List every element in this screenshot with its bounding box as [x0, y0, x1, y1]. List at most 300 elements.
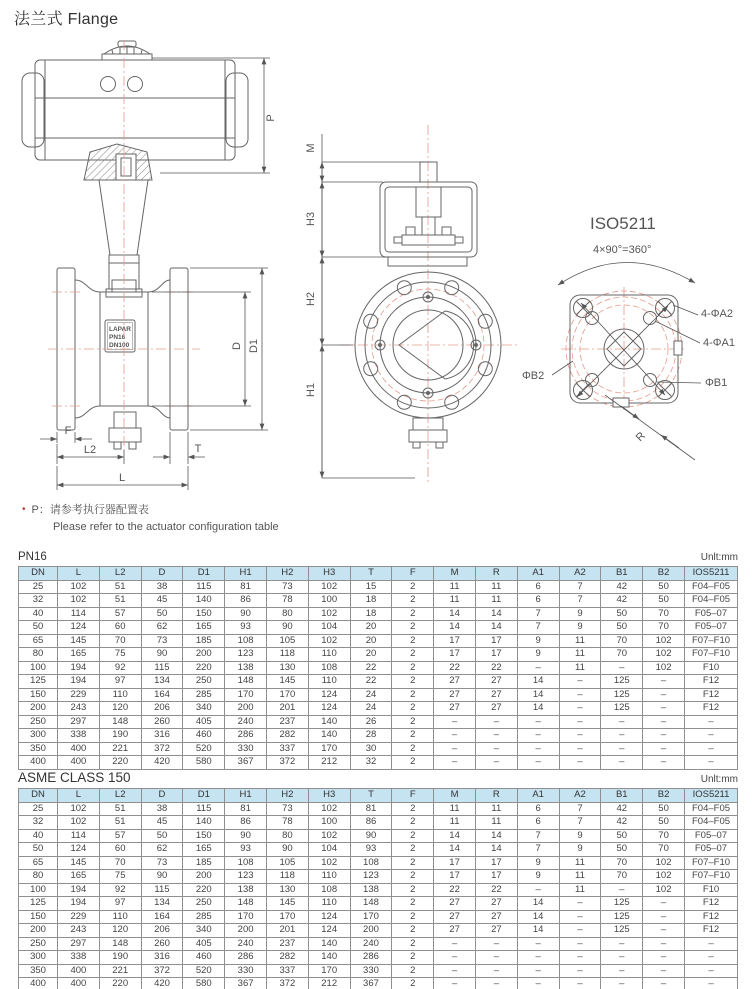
data-cell: 90: [225, 607, 267, 621]
data-cell: 86: [225, 816, 267, 830]
dimension-lines: [322, 134, 425, 478]
data-cell: 11: [559, 870, 601, 884]
data-cell: 2: [392, 756, 434, 770]
column-header: M: [434, 789, 476, 803]
data-cell: 120: [99, 924, 141, 938]
data-cell: 14: [434, 829, 476, 843]
data-cell: –: [643, 951, 685, 965]
data-cell: F04–F05: [685, 802, 738, 816]
table-row: [19, 964, 738, 978]
data-cell: –: [685, 937, 738, 951]
data-cell: 24: [350, 702, 392, 716]
data-cell: 92: [99, 661, 141, 675]
data-cell: 145: [58, 634, 100, 648]
data-cell: 165: [183, 621, 225, 635]
data-cell: 240: [225, 937, 267, 951]
data-cell: –: [475, 964, 517, 978]
data-cell: 57: [99, 607, 141, 621]
data-cell: 140: [308, 937, 350, 951]
data-cell: 124: [308, 924, 350, 938]
data-cell: 14: [475, 829, 517, 843]
data-cell: –: [643, 729, 685, 743]
table-row: [19, 924, 738, 938]
data-cell: 2: [392, 964, 434, 978]
data-cell: 65: [19, 634, 58, 648]
data-cell: 102: [308, 802, 350, 816]
data-cell: 118: [266, 870, 308, 884]
data-cell: –: [559, 964, 601, 978]
data-cell: 520: [183, 964, 225, 978]
header-row: [19, 789, 738, 803]
dim-label-h1: H1: [305, 382, 317, 398]
data-cell: 75: [99, 870, 141, 884]
column-header: DN: [19, 567, 58, 581]
data-cell: 51: [99, 580, 141, 594]
data-cell: 130: [266, 661, 308, 675]
data-cell: 372: [266, 978, 308, 989]
data-cell: –: [559, 742, 601, 756]
data-cell: 93: [350, 843, 392, 857]
data-cell: 93: [225, 621, 267, 635]
data-cell: 110: [99, 910, 141, 924]
data-cell: 100: [19, 661, 58, 675]
data-cell: 70: [643, 843, 685, 857]
data-cell: 260: [141, 715, 183, 729]
data-cell: 297: [58, 937, 100, 951]
data-cell: 70: [601, 856, 643, 870]
data-cell: 250: [183, 675, 225, 689]
data-cell: 400: [58, 978, 100, 989]
data-cell: 9: [517, 856, 559, 870]
data-cell: 73: [141, 634, 183, 648]
data-cell: 50: [141, 607, 183, 621]
data-cell: 14: [517, 675, 559, 689]
data-cell: 405: [183, 937, 225, 951]
page-title: 法兰式 Flange: [14, 11, 119, 28]
data-cell: –: [643, 978, 685, 989]
iso5211-pad-drawing: [505, 205, 756, 475]
dim-label-m: M: [305, 143, 317, 153]
data-cell: –: [434, 742, 476, 756]
column-header: B2: [643, 567, 685, 581]
data-cell: 108: [225, 634, 267, 648]
data-cell: 400: [58, 756, 100, 770]
data-cell: 250: [19, 715, 58, 729]
data-cell: 194: [58, 661, 100, 675]
data-cell: 32: [19, 816, 58, 830]
data-cell: 123: [350, 870, 392, 884]
data-cell: 6: [517, 816, 559, 830]
data-cell: 150: [19, 910, 58, 924]
data-cell: 27: [475, 910, 517, 924]
data-cell: 220: [99, 978, 141, 989]
data-cell: 110: [308, 870, 350, 884]
data-cell: 27: [475, 702, 517, 716]
data-cell: 104: [308, 843, 350, 857]
data-cell: 9: [559, 829, 601, 843]
data-cell: 7: [517, 607, 559, 621]
data-cell: 97: [99, 897, 141, 911]
data-cell: 206: [141, 924, 183, 938]
data-cell: 65: [19, 856, 58, 870]
data-cell: F04–F05: [685, 580, 738, 594]
data-cell: 25: [19, 802, 58, 816]
data-cell: –: [559, 729, 601, 743]
data-cell: 11: [434, 580, 476, 594]
data-cell: 11: [475, 802, 517, 816]
data-cell: 170: [266, 910, 308, 924]
data-cell: 140: [308, 729, 350, 743]
data-cell: 2: [392, 661, 434, 675]
data-cell: 250: [19, 937, 58, 951]
data-cell: 110: [99, 688, 141, 702]
data-cell: 338: [58, 729, 100, 743]
data-cell: 42: [601, 802, 643, 816]
data-cell: 9: [517, 634, 559, 648]
data-cell: 70: [643, 621, 685, 635]
table-row: [19, 715, 738, 729]
data-cell: –: [475, 937, 517, 951]
data-cell: 212: [308, 978, 350, 989]
data-cell: 17: [475, 634, 517, 648]
data-cell: 100: [308, 816, 350, 830]
data-cell: 104: [308, 621, 350, 635]
data-cell: –: [685, 742, 738, 756]
data-cell: 81: [350, 802, 392, 816]
data-cell: –: [643, 924, 685, 938]
data-cell: 14: [434, 621, 476, 635]
data-cell: 90: [225, 829, 267, 843]
data-cell: 170: [266, 688, 308, 702]
data-cell: –: [475, 951, 517, 965]
iso5211-title: ISO5211: [590, 214, 656, 233]
data-cell: –: [643, 964, 685, 978]
data-cell: –: [475, 742, 517, 756]
data-cell: 80: [19, 870, 58, 884]
column-header: B1: [601, 567, 643, 581]
table-row: [19, 870, 738, 884]
data-cell: 200: [183, 648, 225, 662]
data-cell: 110: [308, 648, 350, 662]
data-cell: 27: [475, 688, 517, 702]
data-cell: –: [685, 951, 738, 965]
data-cell: 330: [225, 742, 267, 756]
data-cell: 2: [392, 870, 434, 884]
data-cell: –: [517, 756, 559, 770]
data-cell: 7: [517, 621, 559, 635]
data-cell: 125: [19, 675, 58, 689]
data-cell: 105: [266, 634, 308, 648]
table-row: [19, 951, 738, 965]
data-cell: –: [517, 964, 559, 978]
data-cell: 125: [601, 675, 643, 689]
asme-unit-label: Unlt:mm: [700, 774, 738, 785]
data-cell: F07–F10: [685, 648, 738, 662]
data-cell: –: [559, 675, 601, 689]
data-cell: 11: [434, 802, 476, 816]
data-cell: 97: [99, 675, 141, 689]
data-cell: 580: [183, 978, 225, 989]
data-cell: 2: [392, 951, 434, 965]
data-cell: F05–07: [685, 829, 738, 843]
data-cell: –: [643, 937, 685, 951]
column-header: M: [434, 567, 476, 581]
nameplate-pn: PN16: [109, 334, 126, 341]
data-cell: F07–F10: [685, 870, 738, 884]
data-cell: 50: [601, 621, 643, 635]
data-cell: –: [517, 951, 559, 965]
data-cell: 367: [225, 978, 267, 989]
data-cell: 2: [392, 607, 434, 621]
data-cell: –: [559, 910, 601, 924]
data-cell: 2: [392, 802, 434, 816]
asme-section: [18, 770, 738, 989]
data-cell: 57: [99, 829, 141, 843]
data-cell: –: [517, 715, 559, 729]
table-row: [19, 580, 738, 594]
data-cell: 27: [434, 675, 476, 689]
data-cell: 405: [183, 715, 225, 729]
column-header: H2: [266, 567, 308, 581]
data-cell: 20: [350, 634, 392, 648]
table-row: [19, 883, 738, 897]
pad-labels: [522, 308, 735, 444]
data-cell: 2: [392, 843, 434, 857]
column-header: B1: [601, 789, 643, 803]
data-cell: 190: [99, 951, 141, 965]
data-cell: 50: [19, 621, 58, 635]
data-cell: 400: [58, 964, 100, 978]
data-cell: 297: [58, 715, 100, 729]
data-cell: 32: [350, 756, 392, 770]
data-cell: –: [685, 978, 738, 989]
data-cell: 148: [99, 937, 141, 951]
data-cell: –: [601, 756, 643, 770]
table-row: [19, 816, 738, 830]
column-header: H1: [225, 789, 267, 803]
table-row: [19, 742, 738, 756]
data-cell: 70: [601, 870, 643, 884]
data-cell: 51: [99, 594, 141, 608]
data-cell: 170: [308, 964, 350, 978]
data-cell: F12: [685, 688, 738, 702]
data-cell: 11: [559, 856, 601, 870]
data-cell: 102: [643, 661, 685, 675]
data-cell: 338: [58, 951, 100, 965]
column-header: L2: [99, 567, 141, 581]
data-cell: 50: [601, 829, 643, 843]
dim-label-l: L: [118, 472, 126, 484]
data-cell: 460: [183, 729, 225, 743]
data-cell: 134: [141, 897, 183, 911]
data-cell: 27: [475, 897, 517, 911]
data-cell: 102: [308, 580, 350, 594]
data-cell: 194: [58, 883, 100, 897]
data-cell: 14: [475, 607, 517, 621]
column-header: DN: [19, 789, 58, 803]
data-cell: 60: [99, 843, 141, 857]
data-cell: 580: [183, 756, 225, 770]
data-cell: 118: [266, 648, 308, 662]
data-cell: 102: [308, 829, 350, 843]
data-cell: 237: [266, 937, 308, 951]
data-cell: 150: [183, 607, 225, 621]
data-cell: 62: [141, 843, 183, 857]
data-cell: 148: [350, 897, 392, 911]
column-header: T: [350, 789, 392, 803]
data-cell: 124: [58, 621, 100, 635]
data-cell: 2: [392, 675, 434, 689]
column-header: L: [58, 789, 100, 803]
data-cell: 337: [266, 964, 308, 978]
data-cell: 125: [601, 897, 643, 911]
data-cell: 165: [58, 648, 100, 662]
data-cell: 220: [183, 661, 225, 675]
table-row: [19, 688, 738, 702]
data-cell: 28: [350, 729, 392, 743]
data-cell: 372: [141, 742, 183, 756]
data-cell: 125: [601, 702, 643, 716]
data-cell: 282: [266, 729, 308, 743]
dim-label-h2: H2: [305, 291, 317, 307]
dim-label-p: P: [265, 114, 277, 122]
data-cell: 22: [350, 661, 392, 675]
data-cell: 93: [225, 843, 267, 857]
data-cell: 14: [517, 910, 559, 924]
table-row: [19, 802, 738, 816]
data-cell: 73: [141, 856, 183, 870]
data-cell: 60: [99, 621, 141, 635]
data-cell: 11: [559, 648, 601, 662]
data-cell: 73: [266, 802, 308, 816]
data-cell: 372: [266, 756, 308, 770]
data-cell: –: [517, 729, 559, 743]
data-cell: 9: [517, 648, 559, 662]
data-cell: 81: [225, 802, 267, 816]
data-cell: 250: [183, 897, 225, 911]
data-cell: –: [601, 715, 643, 729]
note-text-en: Please refer to the actuator configuration table: [53, 521, 279, 533]
data-cell: –: [601, 978, 643, 989]
data-cell: 200: [19, 702, 58, 716]
data-cell: 200: [183, 870, 225, 884]
centerlines: [48, 40, 200, 454]
data-cell: 330: [225, 964, 267, 978]
data-cell: 330: [350, 964, 392, 978]
data-cell: 50: [601, 607, 643, 621]
data-cell: 102: [643, 870, 685, 884]
data-cell: 110: [308, 675, 350, 689]
data-cell: 50: [141, 829, 183, 843]
data-cell: –: [643, 742, 685, 756]
data-cell: 140: [183, 594, 225, 608]
data-cell: 243: [58, 924, 100, 938]
data-cell: F12: [685, 897, 738, 911]
data-cell: 11: [434, 816, 476, 830]
column-header: IOS5211: [685, 789, 738, 803]
data-cell: 80: [266, 829, 308, 843]
data-cell: 220: [99, 756, 141, 770]
data-cell: –: [517, 883, 559, 897]
data-cell: 7: [559, 816, 601, 830]
data-cell: 200: [225, 702, 267, 716]
data-cell: –: [601, 937, 643, 951]
data-cell: 125: [19, 897, 58, 911]
pn16-table-title: PN16: [18, 551, 47, 563]
data-cell: 17: [434, 856, 476, 870]
data-cell: 260: [141, 937, 183, 951]
data-cell: F04–F05: [685, 816, 738, 830]
data-cell: 124: [308, 910, 350, 924]
data-cell: 123: [225, 648, 267, 662]
data-cell: 243: [58, 702, 100, 716]
column-header: H1: [225, 567, 267, 581]
data-cell: F07–F10: [685, 856, 738, 870]
data-cell: 285: [183, 688, 225, 702]
data-cell: 134: [141, 675, 183, 689]
data-cell: 2: [392, 924, 434, 938]
data-cell: 367: [225, 756, 267, 770]
data-cell: 38: [141, 580, 183, 594]
data-cell: 7: [517, 829, 559, 843]
data-cell: –: [517, 978, 559, 989]
data-cell: 17: [434, 870, 476, 884]
data-cell: –: [601, 964, 643, 978]
data-cell: F05–07: [685, 843, 738, 857]
header-row: [19, 567, 738, 581]
data-cell: –: [559, 702, 601, 716]
table-row: [19, 675, 738, 689]
pn16-section: [18, 551, 738, 770]
data-cell: 22: [434, 883, 476, 897]
data-cell: –: [559, 688, 601, 702]
data-cell: 11: [559, 634, 601, 648]
column-header: T: [350, 567, 392, 581]
data-cell: 20: [350, 621, 392, 635]
data-cell: 108: [225, 856, 267, 870]
data-cell: 27: [434, 688, 476, 702]
data-cell: –: [601, 661, 643, 675]
note-text-zh: 请参考执行器配置表: [49, 504, 149, 516]
data-cell: 90: [350, 829, 392, 843]
data-cell: 22: [350, 675, 392, 689]
data-cell: 70: [643, 829, 685, 843]
data-cell: 165: [58, 870, 100, 884]
data-cell: 300: [19, 729, 58, 743]
table-row: [19, 634, 738, 648]
data-cell: 6: [517, 580, 559, 594]
data-cell: 120: [99, 702, 141, 716]
data-cell: 115: [141, 661, 183, 675]
data-cell: 130: [266, 883, 308, 897]
data-cell: 17: [475, 870, 517, 884]
data-cell: 400: [58, 742, 100, 756]
data-cell: F05–07: [685, 621, 738, 635]
data-cell: 22: [434, 661, 476, 675]
data-cell: 150: [183, 829, 225, 843]
data-cell: –: [434, 951, 476, 965]
data-cell: 185: [183, 634, 225, 648]
data-cell: 81: [225, 580, 267, 594]
data-cell: 282: [266, 951, 308, 965]
data-cell: –: [475, 715, 517, 729]
data-cell: 2: [392, 634, 434, 648]
data-cell: 200: [350, 924, 392, 938]
data-cell: 70: [99, 856, 141, 870]
table-row: [19, 756, 738, 770]
data-cell: 170: [350, 910, 392, 924]
data-cell: 27: [475, 675, 517, 689]
